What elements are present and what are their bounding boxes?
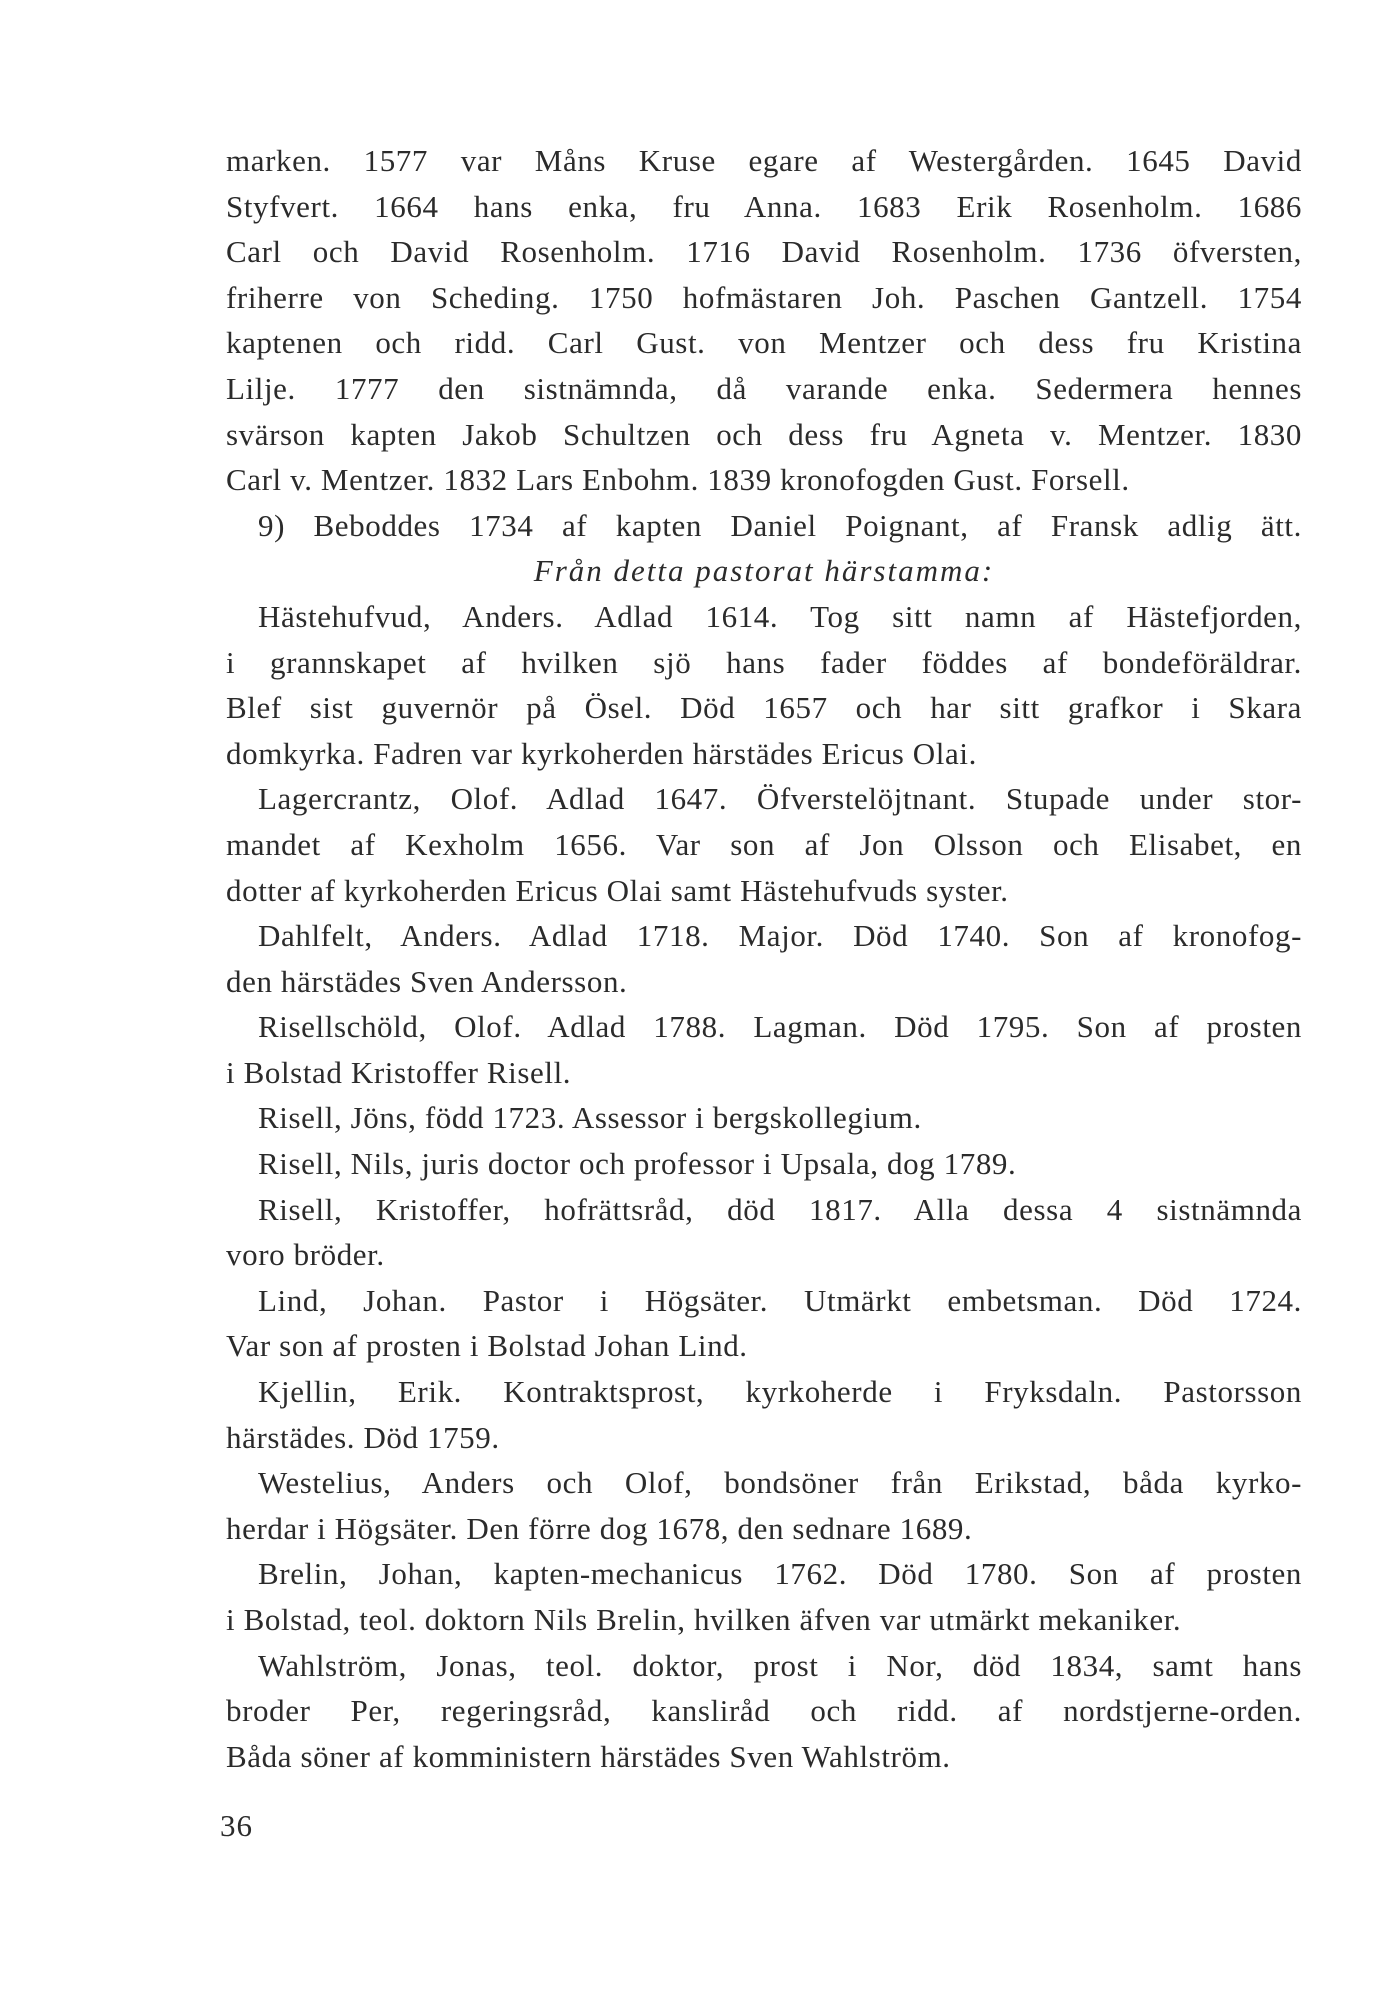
entry-line: i Bolstad Kristoffer Risell. xyxy=(226,1054,572,1090)
text-line: Carl v. Mentzer. 1832 Lars Enbohm. 1839 kronofogden Gust. Forsell. xyxy=(226,462,1130,498)
entry-line: broder Per, regeringsråd, kansliråd och ridd. af nordstjerne-orden. xyxy=(226,1693,1302,1729)
text-line: marken. 1577 var Måns Kruse egare af Westergården. 1645 David xyxy=(226,143,1302,178)
entries-list xyxy=(226,594,1302,1779)
entry-brelin xyxy=(226,1551,1302,1642)
entry-line: i Bolstad, teol. doktorn Nils Brelin, hvilken äfven var utmärkt mekaniker. xyxy=(226,1602,1182,1637)
entry-line: Blef sist guvernör på Ösel. Död 1657 och har sitt grafkor i Skara xyxy=(226,690,1302,726)
entry-lagercrantz xyxy=(226,776,1302,913)
text-line: Carl och David Rosenholm. 1716 David Rosenholm. 1736 öfversten, xyxy=(226,234,1302,270)
section-heading-block xyxy=(226,548,1302,594)
entry-line: dotter af kyrkoherden Ericus Olai samt Hästehufvuds syster. xyxy=(226,872,1009,908)
page-number: 36 xyxy=(220,1808,253,1843)
entry-line: Wahlström, Jonas, teol. doktor, prost i Nor, död 1834, samt hans xyxy=(258,1647,1302,1683)
entry-westelius xyxy=(226,1460,1302,1551)
entry-line: Var son af prosten i Bolstad Johan Lind. xyxy=(226,1328,748,1364)
entry-line: i grannskapet af hvilken sjö hans fader föddes af bondeföräldrar. xyxy=(226,644,1302,680)
entry-line: Risellschöld, Olof. Adlad 1788. Lagman. Död 1795. Son af prosten xyxy=(258,1009,1302,1045)
entry-line: Lagercrantz, Olof. Adlad 1647. Öfverstelöjtnant. Stupade under stor- xyxy=(258,781,1302,817)
section-heading: Från detta pastorat härstamma: xyxy=(533,553,995,589)
text-line: svärson kapten Jakob Schultzen och dess fru Agneta v. Mentzer. 1830 xyxy=(226,416,1302,452)
footnote-line: 9) Beboddes 1734 af kapten Daniel Poignant, af Fransk adlig ätt. xyxy=(258,507,1302,543)
entry-line: mandet af Kexholm 1656. Var son af Jon Olsson och Elisabet, en xyxy=(226,826,1302,862)
text-line: friherre von Scheding. 1750 hofmästaren Joh. Paschen Gantzell. 1754 xyxy=(226,279,1302,315)
text-line: Lilje. 1777 den sistnämnda, då varande enka. Sedermera hennes xyxy=(226,370,1302,406)
entry-line: Hästehufvud, Anders. Adlad 1614. Tog sitt namn af Hästefjorden, xyxy=(258,598,1302,634)
entry-line: Båda söner af komministern härstädes Sven Wahlström. xyxy=(226,1738,951,1774)
entry-line: Risell, Nils, juris doctor och professor i Upsala, dog 1789. xyxy=(258,1146,1017,1182)
entry-line: Westelius, Anders och Olof, bondsöner från Erikstad, båda kyrko- xyxy=(258,1465,1302,1501)
opening-paragraph xyxy=(226,138,1302,503)
entry-line: Lind, Johan. Pastor i Högsäter. Utmärkt embetsman. Död 1724. xyxy=(258,1282,1302,1318)
text-line: kaptenen och ridd. Carl Gust. von Mentzer och dess fru Kristina xyxy=(226,325,1302,361)
entry-risell-kristoffer xyxy=(226,1187,1302,1278)
entry-risellschold xyxy=(226,1004,1302,1095)
entry-line: Risell, Jöns, född 1723. Assessor i bergskollegium. xyxy=(258,1100,922,1136)
entry-hastehufvud xyxy=(226,594,1302,776)
entry-line: domkyrka. Fadren var kyrkoherden härstädes Ericus Olai. xyxy=(226,735,977,771)
entry-dahlfelt xyxy=(226,913,1302,1004)
entry-lind xyxy=(226,1278,1302,1369)
text-line: Styfvert. 1664 hans enka, fru Anna. 1683 Erik Rosenholm. 1686 xyxy=(226,188,1302,224)
entry-line: Risell, Kristoffer, hofrättsråd, död 1817. Alla dessa 4 sistnämnda xyxy=(258,1191,1302,1227)
entry-risell-nils xyxy=(226,1141,1302,1187)
entry-line: härstädes. Död 1759. xyxy=(226,1419,500,1455)
page-body xyxy=(226,138,1302,1779)
entry-line: Kjellin, Erik. Kontraktsprost, kyrkoherde i Fryksdaln. Pastorsson xyxy=(258,1374,1302,1410)
entry-line: Dahlfelt, Anders. Adlad 1718. Major. Död 1740. Son af kronofog- xyxy=(258,918,1302,954)
entry-wahlstrom xyxy=(226,1643,1302,1780)
entry-risell-jons xyxy=(226,1095,1302,1141)
entry-line: Brelin, Johan, kapten-mechanicus 1762. Död 1780. Son af prosten xyxy=(258,1556,1302,1592)
entry-line: voro bröder. xyxy=(226,1237,385,1273)
footnote xyxy=(226,503,1302,549)
entry-kjellin xyxy=(226,1369,1302,1460)
entry-line: herdar i Högsäter. Den förre dog 1678, den sednare 1689. xyxy=(226,1510,973,1546)
entry-line: den härstädes Sven Andersson. xyxy=(226,963,628,999)
